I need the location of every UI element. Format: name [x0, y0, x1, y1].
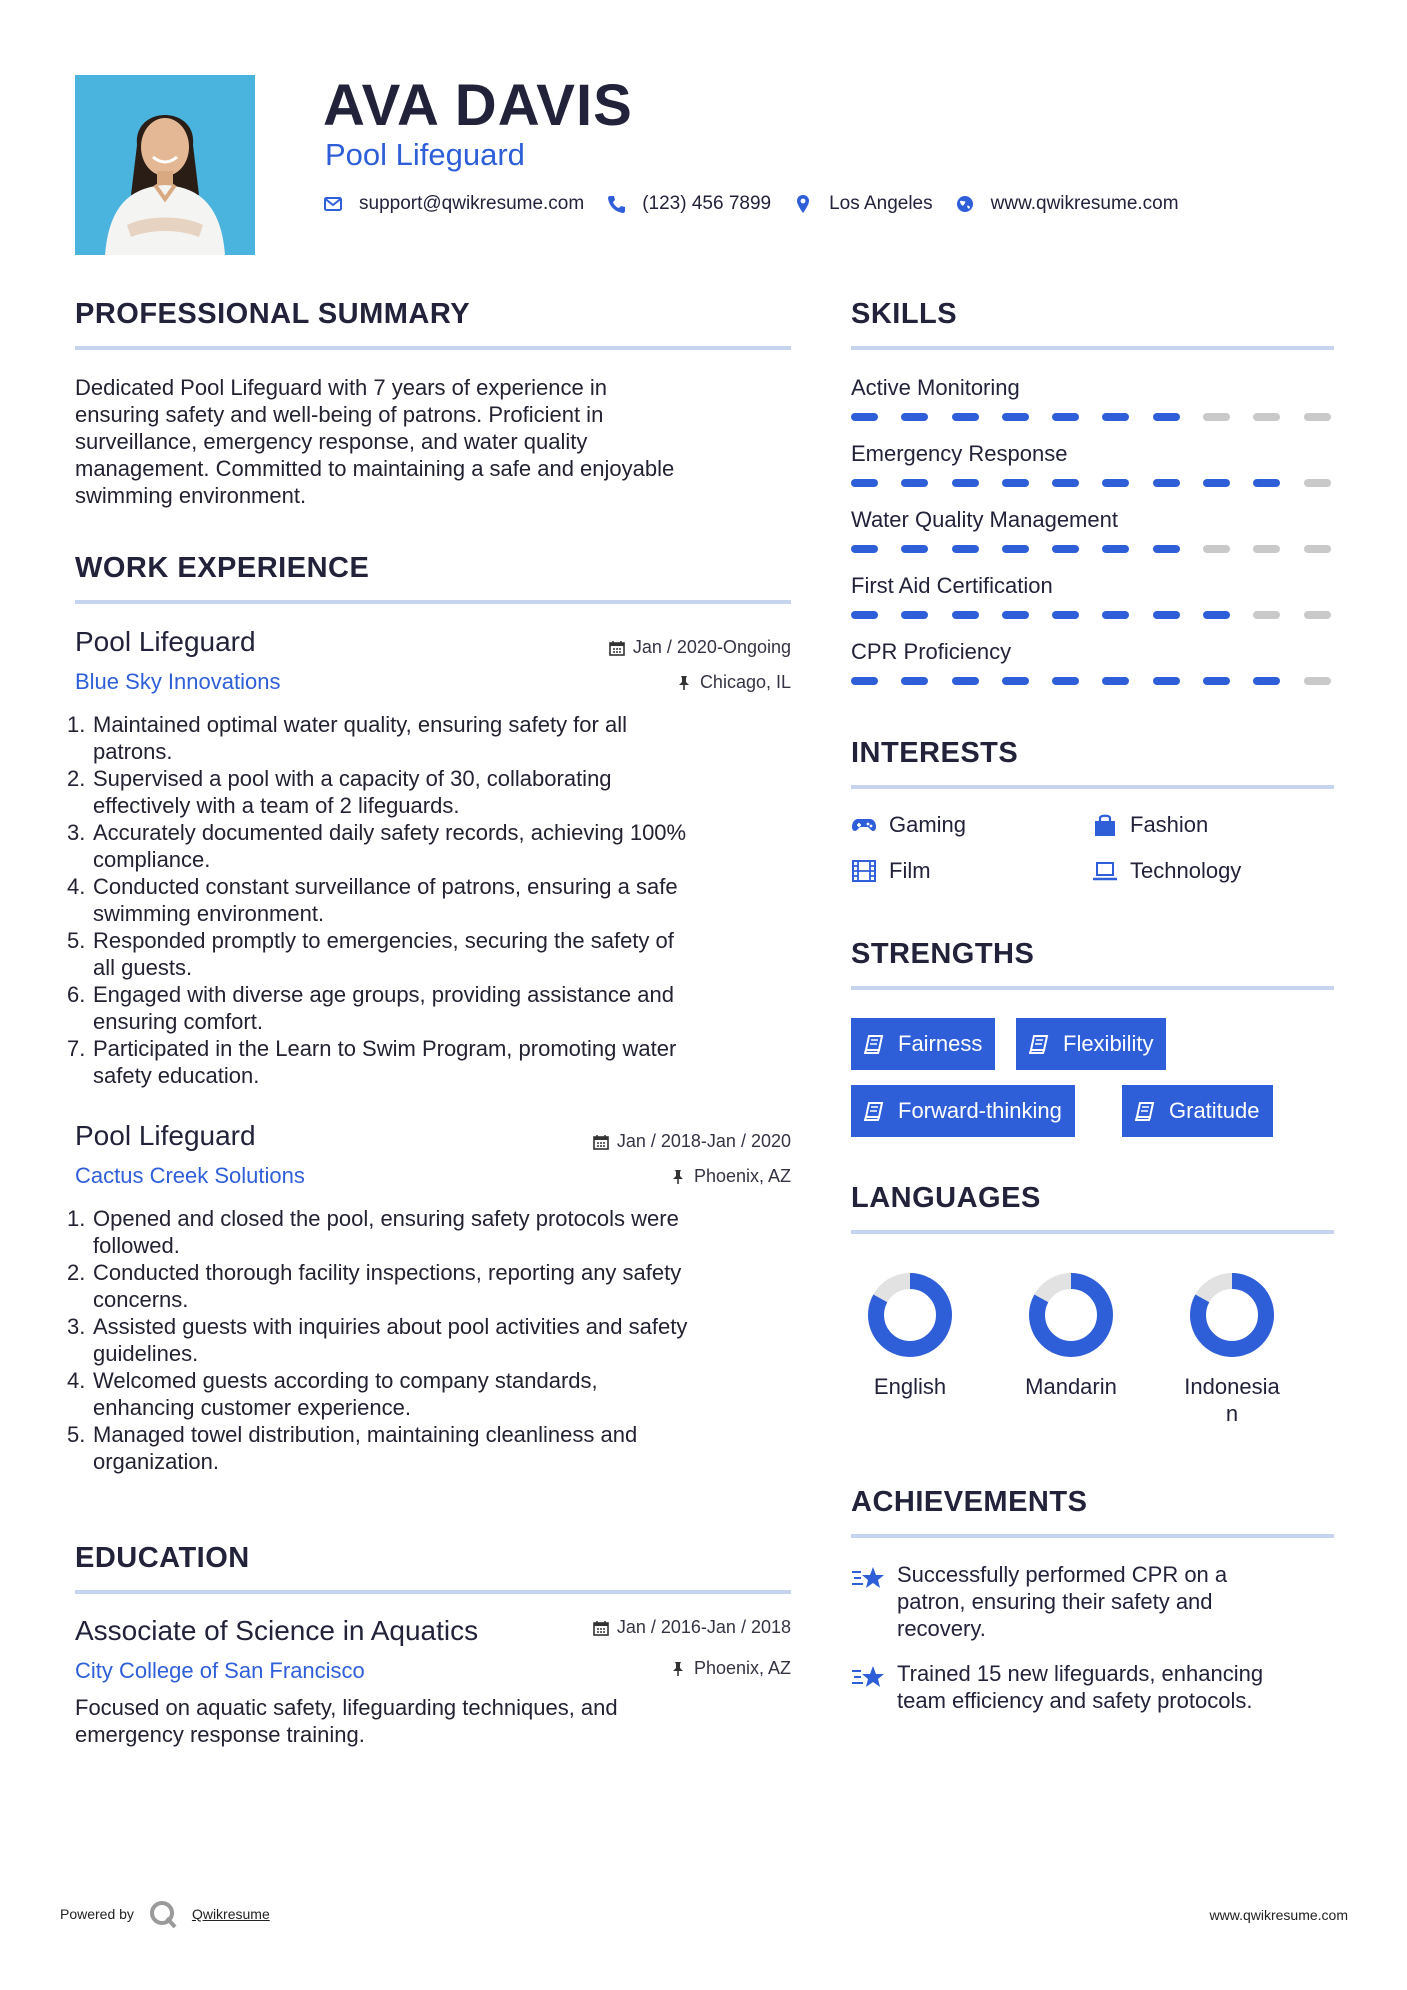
skill-name: First Aid Certification [851, 573, 1053, 598]
skill-meter [851, 611, 1354, 619]
book-icon [864, 1101, 884, 1121]
shopping-bag-icon [1092, 813, 1118, 837]
job-location [676, 672, 791, 693]
job-location-text: Chicago, IL [699, 672, 791, 692]
summary-line: Dedicated Pool Lifeguard with 7 years of experience in [75, 375, 607, 400]
item-line: effectively with a team of 2 lifeguards. [93, 793, 460, 818]
skill-dash-filled [1153, 413, 1180, 421]
item-line: ensuring comfort. [93, 1009, 263, 1034]
strength-label: Forward-thinking [898, 1098, 1062, 1123]
skill-dash-empty [1304, 413, 1331, 421]
footer-branding [60, 1899, 270, 1929]
skill-dash-filled [952, 611, 979, 619]
languages-rule [851, 1230, 1334, 1234]
item-line: Participated in the Learn to Swim Program, promoting water [93, 1036, 677, 1061]
skill-dash-empty [1304, 479, 1331, 487]
achievements-rule [851, 1534, 1334, 1538]
strength-badge [1122, 1085, 1273, 1137]
interest-item [1092, 812, 1208, 838]
list-item [67, 1205, 795, 1259]
summary-line: ensuring safety and well-being of patrons. Proficient in [75, 402, 604, 427]
achievement-line: Successfully performed CPR on a [897, 1562, 1228, 1587]
achievements-heading: ACHIEVEMENTS [851, 1486, 1088, 1518]
skill-dash-filled [952, 545, 979, 553]
film-icon [851, 859, 877, 883]
skill-dash-filled [901, 413, 928, 421]
list-item [67, 1035, 795, 1089]
skill-dash-filled [901, 545, 928, 553]
skill-dash-filled [1102, 545, 1129, 553]
item-line: all guests. [93, 955, 193, 980]
strength-badge [851, 1085, 1075, 1137]
skill-dash-filled [851, 611, 878, 619]
summary-line: surveillance, emergency response, and water quality [75, 429, 588, 454]
skill-dash-filled [1203, 677, 1230, 685]
item-line: Accurately documented daily safety records, achieving 100% [93, 820, 687, 845]
experience-heading: WORK EXPERIENCE [75, 552, 370, 584]
language-donut [1189, 1272, 1275, 1358]
candidate-name: AVA DAVIS [323, 73, 633, 138]
job-location-text: Phoenix, AZ [693, 1166, 791, 1186]
list-item [67, 927, 795, 981]
item-line: patrons. [93, 739, 173, 764]
item-line: enhancing customer experience. [93, 1395, 411, 1420]
skill-dash-filled [1102, 677, 1129, 685]
item-number: 1. [67, 712, 86, 737]
skill-dash-filled [901, 611, 928, 619]
school-name: City College of San Francisco [75, 1658, 365, 1683]
pushpin-icon [676, 675, 692, 691]
shooting-star-icon [851, 1564, 885, 1592]
contact-website[interactable] [955, 193, 1179, 215]
item-line: swimming environment. [93, 901, 325, 926]
language-item [1162, 1272, 1302, 1427]
skill-dash-filled [1203, 611, 1230, 619]
skill-dash-filled [1002, 677, 1029, 685]
education-dates [593, 1617, 791, 1638]
strength-label: Gratitude [1169, 1098, 1260, 1123]
language-name-line: English [873, 1374, 947, 1399]
skill-dash-filled [1052, 545, 1079, 553]
contact-email[interactable] [323, 193, 584, 215]
language-item [1001, 1272, 1141, 1400]
education-rule [75, 1590, 791, 1594]
job-bullets [67, 711, 795, 1089]
skill-dash-filled [1253, 677, 1280, 685]
skill-dash-filled [1052, 611, 1079, 619]
calendar-icon [609, 640, 625, 656]
education-location [670, 1658, 791, 1679]
language-name-line: Indonesia [1184, 1374, 1280, 1399]
item-line: compliance. [93, 847, 211, 872]
interest-label: Film [889, 858, 931, 883]
skill-dash-filled [851, 545, 878, 553]
skill-dash-filled [952, 479, 979, 487]
item-line: Responded promptly to emergencies, securing the safety of [93, 928, 674, 953]
calendar-icon [593, 1620, 609, 1636]
job-dates [609, 637, 791, 658]
powered-by-label: Powered by [60, 1906, 134, 1922]
summary-line: management. Committed to maintaining a safe and enjoyable [75, 456, 675, 481]
languages-heading: LANGUAGES [851, 1182, 1041, 1214]
skill-dash-filled [1002, 611, 1029, 619]
job-title: Pool Lifeguard [75, 626, 256, 657]
item-line: organization. [93, 1449, 219, 1474]
email-text: support@qwikresume.com [359, 193, 585, 214]
skill-dash-filled [952, 677, 979, 685]
skill-name: Active Monitoring [851, 375, 1020, 400]
education-location-text: Phoenix, AZ [693, 1658, 791, 1678]
achievement-line: patron, ensuring their safety and [897, 1589, 1213, 1614]
skill-dash-empty [1253, 413, 1280, 421]
item-line: safety education. [93, 1063, 260, 1088]
skill-dash-filled [851, 413, 878, 421]
skill-dash-filled [1102, 479, 1129, 487]
skill-meter [851, 545, 1354, 553]
book-icon [1029, 1034, 1049, 1054]
interests-heading: INTERESTS [851, 737, 1019, 769]
strength-label: Flexibility [1063, 1031, 1154, 1056]
skill-dash-empty [1304, 611, 1331, 619]
item-number: 2. [67, 766, 86, 791]
job-company: Blue Sky Innovations [75, 669, 281, 694]
footer-website[interactable]: www.qwikresume.com [1209, 1907, 1348, 1923]
skill-dash-filled [1102, 611, 1129, 619]
qwikresume-logo-icon [148, 1899, 178, 1929]
language-donut [1028, 1272, 1114, 1358]
pushpin-icon [670, 1661, 686, 1677]
item-line: followed. [93, 1233, 180, 1258]
skill-dash-filled [1002, 545, 1029, 553]
skill-dash-filled [901, 677, 928, 685]
book-icon [1135, 1101, 1155, 1121]
job-title: Pool Lifeguard [75, 1120, 256, 1151]
skill-dash-filled [901, 479, 928, 487]
website-text: www.qwikresume.com [990, 193, 1179, 214]
item-line: Conducted constant surveillance of patrons, ensuring a safe [93, 874, 678, 899]
language-item [840, 1272, 980, 1400]
laptop-icon [1092, 859, 1118, 883]
item-number: 3. [67, 1314, 86, 1339]
gamepad-icon [851, 813, 877, 837]
interest-label: Technology [1130, 858, 1242, 883]
skill-meter [851, 479, 1354, 487]
education-dates-text: Jan / 2016-Jan / 2018 [616, 1617, 791, 1637]
item-number: 2. [67, 1260, 86, 1285]
education-description [75, 1694, 791, 1748]
job-company: Cactus Creek Solutions [75, 1163, 305, 1188]
strength-badge [1016, 1018, 1166, 1070]
envelope-icon [323, 194, 343, 214]
item-line: Managed towel distribution, maintaining cleanliness and [93, 1422, 638, 1447]
summary-rule [75, 346, 791, 350]
language-donut [867, 1272, 953, 1358]
interests-rule [851, 785, 1334, 789]
location-text: Los Angeles [829, 193, 933, 214]
skill-meter [851, 413, 1354, 421]
item-line: Assisted guests with inquiries about pool activities and safety [93, 1314, 688, 1339]
job-location [670, 1166, 791, 1187]
job-dates-text: Jan / 2020-Ongoing [632, 637, 791, 657]
item-number: 1. [67, 1206, 86, 1231]
skill-name: Water Quality Management [851, 507, 1118, 532]
skill-dash-filled [1153, 479, 1180, 487]
skill-dash-filled [1002, 413, 1029, 421]
phone-text: (123) 456 7899 [642, 193, 772, 214]
shooting-star-icon [851, 1663, 885, 1691]
item-number: 5. [67, 928, 86, 953]
skill-dash-filled [1253, 479, 1280, 487]
map-pin-icon [793, 194, 813, 214]
item-line: Welcomed guests according to company standards, [93, 1368, 598, 1393]
degree-title: Associate of Science in Aquatics [75, 1615, 479, 1646]
language-name [840, 1373, 980, 1400]
skill-dash-filled [952, 413, 979, 421]
skill-dash-filled [851, 677, 878, 685]
list-item [67, 1259, 795, 1313]
list-item [67, 1313, 795, 1367]
interest-item [851, 858, 931, 884]
education-line: emergency response training. [75, 1722, 365, 1747]
contact-phone[interactable] [606, 193, 771, 215]
skill-dash-filled [1102, 413, 1129, 421]
list-item [67, 819, 795, 873]
skill-dash-filled [1002, 479, 1029, 487]
list-item [67, 1421, 795, 1475]
strength-label: Fairness [898, 1031, 983, 1056]
skill-meter [851, 677, 1354, 685]
skill-dash-filled [1052, 479, 1079, 487]
person-avatar-icon [75, 75, 255, 255]
language-name [1162, 1373, 1302, 1427]
achievement-line: team efficiency and safety protocols. [897, 1688, 1253, 1713]
skill-dash-empty [1253, 611, 1280, 619]
contact-location [793, 193, 933, 215]
skills-heading: SKILLS [851, 298, 958, 330]
achievement-line: Trained 15 new lifeguards, enhancing [897, 1661, 1264, 1686]
list-item [67, 765, 795, 819]
achievement-item [851, 1660, 1334, 1714]
skill-dash-empty [1253, 545, 1280, 553]
calendar-icon [593, 1134, 609, 1150]
strengths-heading: STRENGTHS [851, 938, 1035, 970]
item-number: 4. [67, 874, 86, 899]
achievement-text [897, 1561, 1227, 1642]
skill-dash-empty [1304, 545, 1331, 553]
item-line: concerns. [93, 1287, 189, 1312]
job-bullets [67, 1205, 795, 1475]
candidate-title: Pool Lifeguard [325, 137, 525, 172]
brand-link[interactable]: Qwikresume [191, 1906, 270, 1922]
education-line: Focused on aquatic safety, lifeguarding techniques, and [75, 1695, 618, 1720]
skill-name: Emergency Response [851, 441, 1068, 466]
item-number: 5. [67, 1422, 86, 1447]
skill-dash-empty [1304, 677, 1331, 685]
item-line: guidelines. [93, 1341, 199, 1366]
skill-dash-empty [1203, 545, 1230, 553]
language-name-line: n [1225, 1401, 1239, 1426]
skills-rule [851, 346, 1334, 350]
list-item [67, 873, 795, 927]
experience-rule [75, 600, 791, 604]
achievement-line: recovery. [897, 1616, 986, 1641]
item-number: 6. [67, 982, 86, 1007]
skill-name: CPR Proficiency [851, 639, 1012, 664]
strength-badge [851, 1018, 995, 1070]
profile-photo [75, 75, 255, 255]
skill-dash-empty [1203, 413, 1230, 421]
interest-label: Gaming [889, 812, 967, 837]
achievement-text [897, 1660, 1263, 1714]
item-line: Maintained optimal water quality, ensuring safety for all [93, 712, 627, 737]
skill-dash-filled [1203, 479, 1230, 487]
interest-label: Fashion [1130, 812, 1209, 837]
list-item [67, 1367, 795, 1421]
summary-line: swimming environment. [75, 483, 307, 508]
item-line: Engaged with diverse age groups, providing assistance and [93, 982, 674, 1007]
education-heading: EDUCATION [75, 1542, 250, 1574]
achievement-item [851, 1561, 1334, 1642]
item-number: 3. [67, 820, 86, 845]
book-icon [864, 1034, 884, 1054]
strengths-rule [851, 986, 1334, 990]
contact-bar [323, 193, 1201, 215]
item-line: Supervised a pool with a capacity of 30, collaborating [93, 766, 612, 791]
item-number: 7. [67, 1036, 86, 1061]
interest-item [1092, 858, 1241, 884]
item-line: Opened and closed the pool, ensuring safety protocols were [93, 1206, 679, 1231]
pushpin-icon [670, 1169, 686, 1185]
globe-icon [955, 194, 975, 214]
job-dates-text: Jan / 2018-Jan / 2020 [616, 1131, 791, 1151]
language-name-line: Mandarin [1025, 1374, 1117, 1399]
language-name [1001, 1373, 1141, 1400]
skill-dash-filled [851, 479, 878, 487]
summary-text [75, 374, 791, 509]
skill-dash-filled [1052, 677, 1079, 685]
interest-item [851, 812, 966, 838]
list-item [67, 981, 795, 1035]
phone-icon [606, 194, 626, 214]
job-dates [593, 1131, 791, 1152]
skill-dash-filled [1153, 677, 1180, 685]
skill-dash-filled [1052, 413, 1079, 421]
item-line: Conducted thorough facility inspections, reporting any safety [93, 1260, 682, 1285]
summary-heading: PROFESSIONAL SUMMARY [75, 298, 471, 330]
skill-dash-filled [1153, 611, 1180, 619]
item-number: 4. [67, 1368, 86, 1393]
list-item [67, 711, 795, 765]
skill-dash-filled [1153, 545, 1180, 553]
